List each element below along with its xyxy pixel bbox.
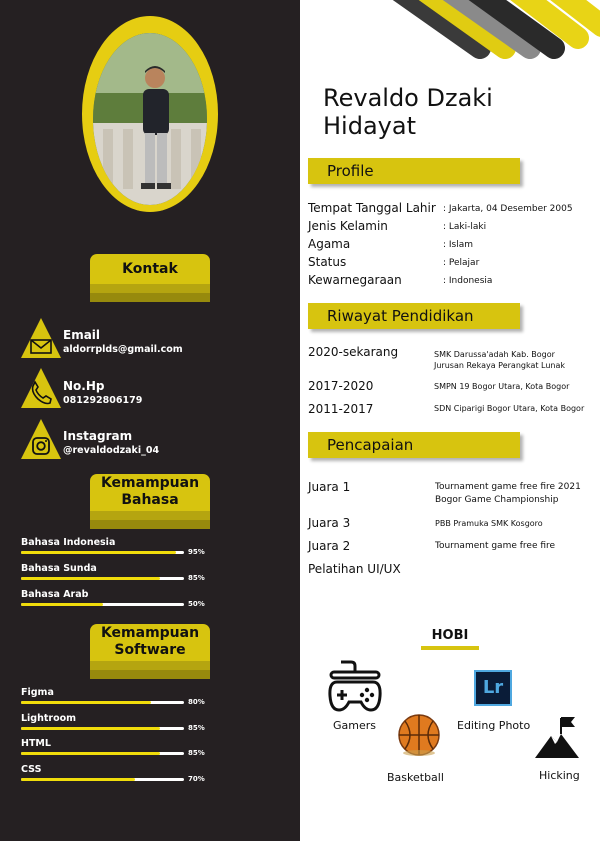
education-year: 2011-2017: [308, 402, 374, 416]
skill-percent: 80%: [188, 698, 205, 706]
skill-progress-track: [21, 701, 184, 704]
skill-name: HTML: [21, 738, 51, 749]
skill-name: Figma: [21, 687, 54, 698]
profile-photo: [93, 33, 207, 205]
phone-icon: [21, 368, 61, 408]
hobby-label: Hicking: [539, 769, 580, 782]
personal-label: Status: [308, 255, 347, 269]
education-detail: [434, 349, 565, 371]
hobby-label: Basketball: [387, 771, 444, 784]
achievement-section-title: Pencapaian: [327, 436, 414, 454]
skill-percent: 85%: [188, 723, 205, 732]
hobby-label: Editing Photo: [457, 719, 531, 732]
envelope-icon: [21, 318, 61, 358]
software-header: [90, 624, 210, 679]
skill-name: Bahasa Indonesia: [21, 537, 116, 548]
skill-progress-fill: [21, 603, 103, 606]
education-school: SMPN 19 Bogor Utara, Kota Bogor: [434, 382, 570, 391]
contact-title: Kontak: [90, 254, 210, 284]
achievement-event: Tournament game free fire: [435, 541, 556, 551]
education-school: SMK Darussa'adah Kab. Bogor: [434, 350, 555, 359]
skill-progress-fill: [21, 701, 151, 704]
profile-section-title: Profile: [327, 162, 374, 180]
instagram-label: Instagram: [63, 429, 133, 443]
language-title-line1: Kemampuan: [100, 475, 200, 491]
software-title-line1: Kemampuan: [100, 625, 200, 641]
skill-name: Bahasa Arab: [21, 589, 89, 600]
skill-progress-track: [21, 778, 184, 781]
personal-label: Tempat Tanggal Lahir: [308, 201, 436, 215]
name-line1: Revaldo Dzaki: [323, 84, 493, 112]
hobby-title: HOBI: [431, 628, 469, 643]
achievement-section-header: [308, 432, 520, 458]
skill-percent: 50%: [188, 600, 205, 608]
name-line2: Hidayat: [323, 112, 416, 140]
software-title-line2: Software: [114, 642, 186, 658]
achievement-rank: Juara 1: [308, 480, 351, 494]
skill-percent: 85%: [188, 749, 205, 757]
achievement-rank: Pelatihan UI/UX: [308, 562, 401, 576]
skill-progress-track: [21, 752, 184, 755]
profile-section-header: [308, 158, 520, 184]
skill-progress-track: [21, 551, 184, 554]
achievement-detail: [435, 481, 581, 507]
personal-value: : Indonesia: [443, 276, 493, 286]
education-year: 2020-sekarang: [308, 345, 399, 359]
skill-progress-fill: [21, 577, 160, 580]
skill-name: CSS: [21, 763, 42, 775]
contact-header: [90, 254, 210, 302]
basketball-icon: [397, 713, 441, 757]
email-value: aldorrplds@gmail.com: [63, 344, 183, 355]
language-header: [90, 474, 210, 529]
mountain-flag-icon: [533, 714, 581, 760]
phone-value: 081292806179: [63, 395, 143, 406]
personal-label: Agama: [308, 237, 351, 251]
skill-progress-fill: [21, 727, 160, 730]
achievement-event: PBB Pramuka SMK Kosgoro: [435, 519, 543, 528]
personal-value: : Pelajar: [443, 258, 480, 268]
phone-label: No.Hp: [63, 379, 105, 393]
education-section-title: Riwayat Pendidikan: [327, 307, 474, 325]
instagram-value: @revaldodzaki_04: [63, 445, 160, 456]
education-year: 2017-2020: [308, 379, 374, 393]
hobby-underline: [421, 646, 479, 650]
achievement-event: Tournament game free fire 2021: [435, 482, 581, 492]
lightroom-icon: Lr: [474, 670, 512, 706]
skill-progress-track: [21, 603, 184, 606]
skill-percent: 70%: [188, 774, 205, 783]
personal-value: : Laki-laki: [443, 222, 487, 232]
personal-value: : Jakarta, 04 Desember 2005: [443, 204, 573, 214]
education-section-header: [308, 303, 520, 329]
personal-value: : Islam: [443, 240, 474, 250]
achievement-rank: Juara 2: [308, 539, 351, 553]
email-label: Email: [63, 328, 101, 342]
skill-name: Lightroom: [21, 712, 77, 724]
education-major: Jurusan Rekaya Perangkat Lunak: [434, 361, 566, 370]
skill-progress-fill: [21, 778, 135, 781]
skill-progress-fill: [21, 551, 176, 554]
hobby-label: Gamers: [333, 719, 377, 732]
skill-name: Bahasa Sunda: [21, 563, 97, 574]
skill-progress-track: [21, 577, 184, 580]
personal-label: Kewarnegaraan: [308, 273, 402, 287]
personal-label: Jenis Kelamin: [308, 219, 388, 233]
skill-percent: 85%: [188, 574, 205, 582]
skill-percent: 95%: [188, 548, 205, 556]
achievement-rank: Juara 3: [308, 516, 351, 530]
achievement-event-sub: Bogor Game Championship: [435, 495, 559, 505]
full-name: [323, 84, 493, 140]
education-school: SDN Ciparigi Bogor Utara, Kota Bogor: [434, 404, 585, 413]
skill-progress-fill: [21, 752, 160, 755]
skill-progress-track: [21, 727, 184, 730]
decorative-stripes: [380, 0, 600, 70]
instagram-icon: [21, 419, 61, 459]
gamepad-icon: [327, 660, 383, 716]
language-title-line2: Bahasa: [121, 492, 179, 508]
